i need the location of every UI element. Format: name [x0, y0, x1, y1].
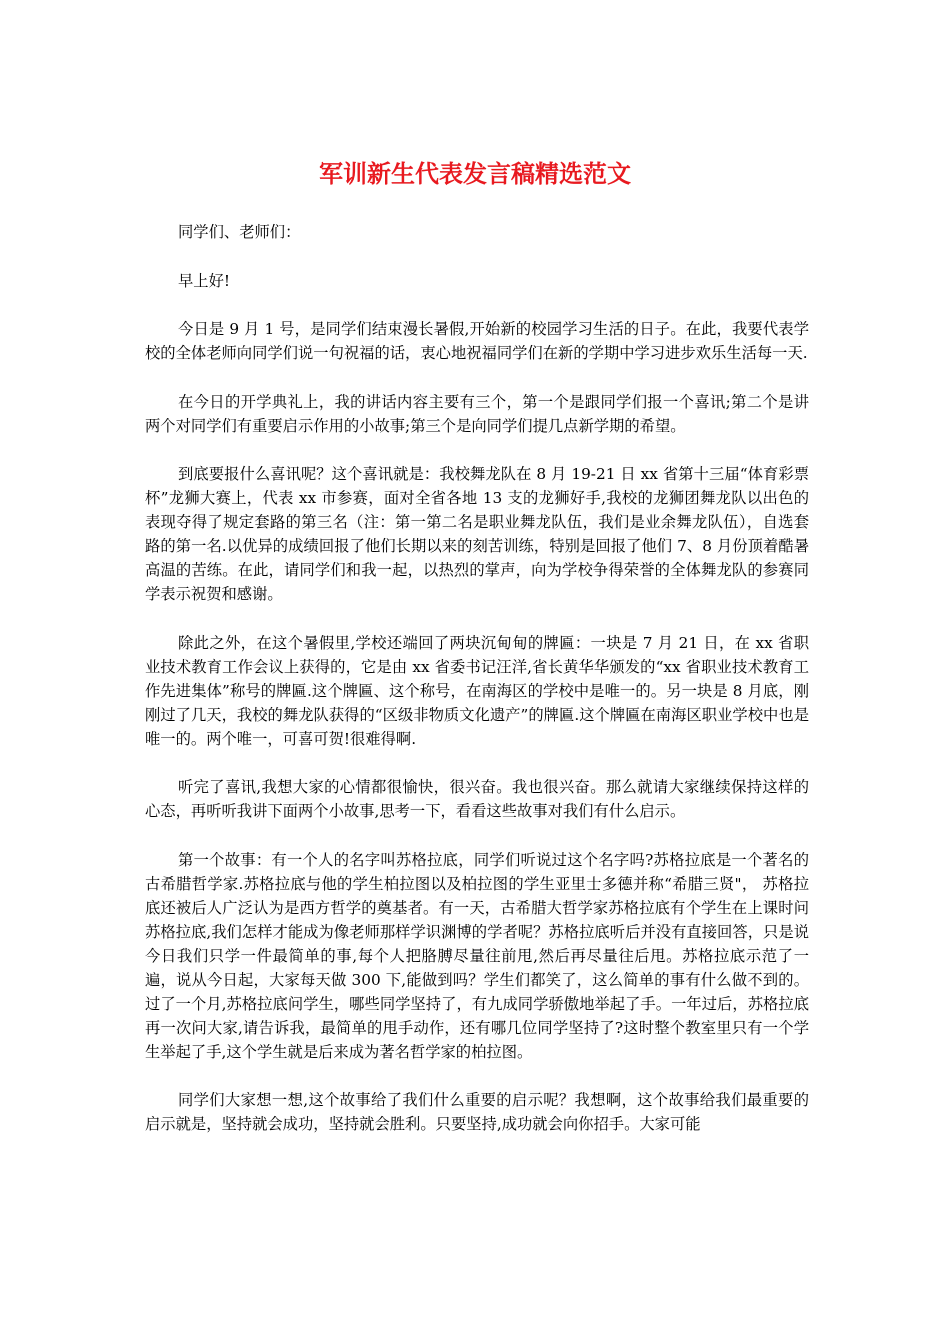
paragraph-story-lesson: 同学们大家想一想,这个故事给了我们什么重要的启示呢？我想啊，这个故事给我们最重要的启示就是，坚持就会成功，坚持就会胜利。只要坚持,成功就会向你招手。大家可能	[145, 1091, 809, 1133]
paragraph-first-story: 第一个故事：有一个人的名字叫苏格拉底，同学们听说过这个名字吗?苏格拉底是一个著名的古希腊哲学家.苏格拉底与他的学生柏拉图以及柏拉图的学生亚里士多德并称“希腊三贤"， 苏格拉底还被后人广泛认为是西方哲学的奠基者。有一天，古希腊大哲学家苏格拉底有个学生在上课时问苏格拉底,我们怎样才能成为像老师那样学识渊博的学者呢？苏格拉底听后并没有直接回答，只是说今日我们只学一件最简单的事,每个人把胳膊尽量往前甩,然后再尽量往后甩。苏格拉底示范了一遍，说从今日起，大家每天做 300 下,能做到吗？学生们都笑了，这么简单的事有什么做不到的。过了一个月,苏格拉底问学生，哪些同学坚持了，有九成同学骄傲地举起了手。一年过后，苏格拉底再一次问大家,请告诉我，最简单的甩手动作，还有哪几位同学坚持了?这时整个教室里只有一个学生举起了手,这个学生就是后来成为著名哲学家的柏拉图。	[145, 850, 809, 1061]
paragraph-salutation: 同学们、老师们：	[178, 223, 301, 241]
document-body	[145, 220, 809, 1161]
paragraph-outline: 在今日的开学典礼上，我的讲话内容主要有三个，第一个是跟同学们报一个喜讯;第二个是讲两个对同学们有重要启示作用的小故事;第三个是向同学们提几点新学期的希望。	[145, 392, 809, 435]
paragraph-transition: 听完了喜讯,我想大家的心情都很愉快，很兴奋。我也很兴奋。那么就请大家继续保持这样的心态，再听听我讲下面两个小故事,思考一下，看看这些故事对我们有什么启示。	[145, 778, 809, 820]
paragraph-greeting: 早上好!	[178, 271, 231, 290]
paragraph-plaques: 除此之外，在这个暑假里,学校还端回了两块沉甸甸的牌匾：一块是 7 月 21 日，在 xx 省职业技术教育工作会议上获得的，它是由 xx 省委书记汪洋,省长黄华华颁发的“xx 省职业技术教育工作先进集体”称号的牌匾.这个牌匾、这个称号，在南海区的学校中是唯一的。另一块是 8 月底，刚刚过了几天，我校的舞龙队获得的“区级非物质文化遗产”的牌匾.这个牌匾在南海区职业学校中也是唯一的。两个唯一，可喜可贺!很难得啊.	[145, 633, 809, 748]
paragraph-dragon-team-news: 到底要报什么喜讯呢？这个喜讯就是：我校舞龙队在 8 月 19-21 日 xx 省第十三届“体育彩票杯”龙狮大赛上，代表 xx 市参赛，面对全省各地 13 支的龙狮好手,我校的龙狮团舞龙队以出色的表现夺得了规定套路的第三名（注：第一第二名是职业舞龙队伍，我们是业余舞龙队伍），自选套路的第一名.以优异的成绩回报了他们长期以来的刻苦训练，特别是回报了他们 7、8 月份顶着酷暑高温的苦练。在此，请同学们和我一起，以热烈的掌声，向为学校争得荣誉的全体舞龙队的参赛同学表示祝贺和感谢。	[145, 465, 809, 603]
paragraph-opening: 今日是 9 月 1 号，是同学们结束漫长暑假,开始新的校园学习生活的日子。在此，我要代表学校的全体老师向同学们说一句祝福的话，衷心地祝福同学们在新的学期中学习进步欢乐生活每一天.	[145, 320, 809, 362]
document-title: 军训新生代表发言稿精选范文	[319, 159, 631, 188]
